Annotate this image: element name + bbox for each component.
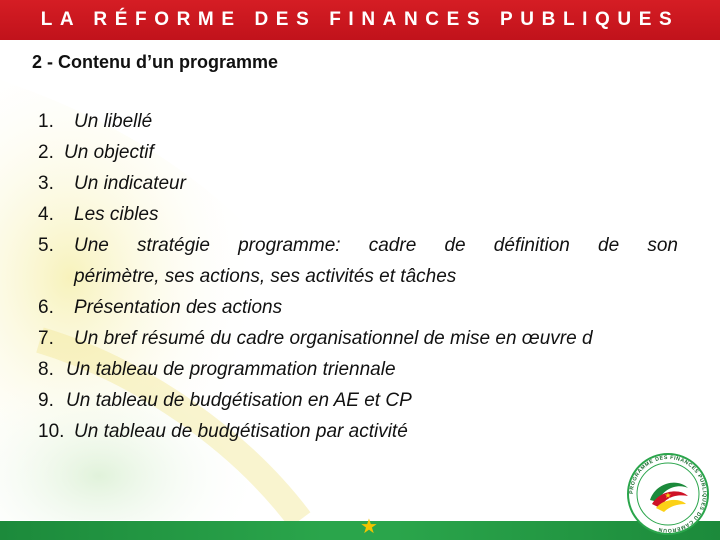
list-item (38, 354, 678, 385)
list-item-text: Un tableau de budgétisation par activité (74, 421, 408, 442)
seal-logo (626, 452, 710, 536)
list-item (38, 385, 678, 416)
list-item-number: 1. (38, 111, 54, 132)
list-item-text: Un indicateur (74, 173, 186, 194)
list-item-text: Une stratégie programme: cadre de définition de son (74, 235, 678, 256)
list-item-text: Un objectif (64, 142, 154, 163)
list-item (38, 323, 678, 354)
list-item-text: Les cibles (74, 204, 159, 225)
list-item-number: 7. (38, 328, 54, 349)
list-item (38, 230, 678, 292)
list-item-number: 5. (38, 235, 54, 256)
star-icon: ★ (360, 516, 378, 538)
list-item (38, 199, 678, 230)
svg-text:★: ★ (664, 491, 672, 500)
list-item-text: Un libellé (74, 111, 153, 132)
list-item-text: Un bref résumé du cadre organisationnel de mise en œuvre d (74, 328, 593, 349)
list-item (38, 416, 678, 447)
list-item-text: Un tableau de budgétisation en AE et CP (66, 390, 412, 411)
list-item (38, 106, 678, 137)
list-item-number: 3. (38, 173, 54, 194)
content-list (38, 106, 678, 447)
list-item-continuation: périmètre, ses actions, ses activités et tâches (74, 266, 457, 287)
list-item (38, 168, 678, 199)
header-title: LA RÉFORME DES FINANCES PUBLIQUES (40, 9, 680, 30)
list-item-number: 8. (38, 359, 54, 380)
list-item-number: 4. (38, 204, 54, 225)
list-item-number: 2. (38, 142, 54, 163)
seal-ring-text: PROGRAMME DES FINANCES PUBLIQUES DU CAMEROUN (628, 454, 708, 534)
list-item-number: 10. (38, 421, 65, 442)
list-item-number: 6. (38, 297, 54, 318)
list-item (38, 137, 678, 168)
list-item-number: 9. (38, 390, 54, 411)
list-item (38, 292, 678, 323)
list-item-text: Présentation des actions (74, 297, 283, 318)
list-item-text: Un tableau de programmation triennale (66, 359, 396, 380)
slide-title: 2 - Contenu d’un programme (32, 52, 279, 72)
